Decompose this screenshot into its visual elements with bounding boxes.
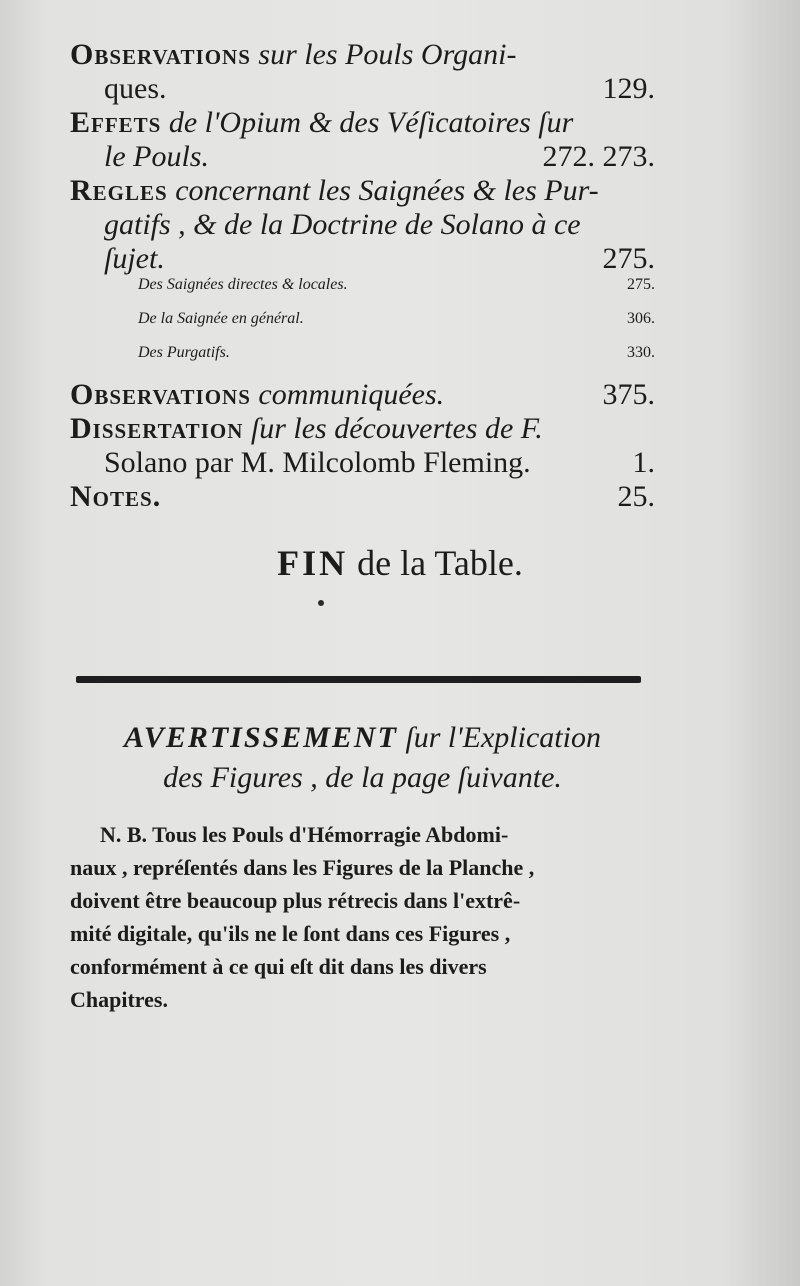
- fin-word: FIN: [277, 543, 349, 583]
- toc-entry-continuation: le Pouls.: [104, 140, 209, 173]
- toc-subentry: [70, 276, 655, 310]
- avertissement-heading: [70, 718, 655, 798]
- toc-entry-text: concernant les Saignées & les Pur-: [167, 174, 599, 207]
- toc-subentry-text: Des Saignées directes & locales.: [138, 276, 348, 293]
- toc-entry-lead: Regles: [70, 174, 168, 207]
- toc-entry-text: communiquées.: [250, 378, 445, 411]
- toc-subentry-text: De la Saignée en général.: [138, 310, 304, 327]
- note-line: Chapitres.: [70, 987, 168, 1012]
- toc-subentry-text: Des Purgatifs.: [138, 344, 230, 361]
- toc-entry: [70, 480, 655, 514]
- toc-entry-continuation: gatifs , & de la Doctrine de Solano à ce: [104, 208, 581, 241]
- note-line: mité digitale, qu'ils ne le ſont dans ces Figures ,: [70, 921, 511, 946]
- toc-entry: [70, 378, 655, 412]
- note-line: conformément à ce qui eſt dit dans les divers: [70, 954, 487, 979]
- note-line: doivent être beaucoup plus rétrecis dans l'extrê-: [70, 888, 521, 913]
- note-line: N. B. Tous les Pouls d'Hémorragie Abdomi-: [100, 822, 509, 847]
- ornament-dot: [318, 600, 324, 606]
- toc-page-number: 129.: [602, 72, 655, 105]
- nota-bene-paragraph: [70, 818, 655, 1016]
- toc-entry-text: sur les Pouls Organi-: [250, 38, 517, 71]
- toc-entry-continuation: ſujet.: [104, 242, 165, 275]
- toc-subentry: [70, 344, 655, 378]
- avertissement-subtitle: des Figures , de la page ſuivante.: [163, 761, 562, 794]
- toc-entry-lead: Notes.: [70, 480, 162, 513]
- end-of-table-heading: [0, 542, 800, 584]
- toc-page-number: 272. 273.: [542, 140, 655, 173]
- toc-page-number: 275.: [602, 242, 655, 275]
- toc-entry: [70, 38, 655, 106]
- note-line: naux , repréſentés dans les Figures de la Planche ,: [70, 855, 535, 880]
- toc-entry-lead: Observations: [70, 378, 251, 411]
- toc-entry: [70, 412, 655, 480]
- toc-entry-continuation: Solano par M. Milcolomb Fleming.: [104, 446, 531, 479]
- table-of-contents: [70, 38, 655, 514]
- avertissement-title-bold: AVERTISSEMENT: [124, 721, 398, 754]
- toc-entry-lead: Effets: [70, 106, 162, 139]
- toc-entry-text: de l'Opium & des Véſicatoires ſur: [161, 106, 574, 139]
- toc-page-number: 330.: [627, 344, 655, 361]
- toc-entry-text: ſur les découvertes de F.: [243, 412, 543, 445]
- toc-entry-lead: Observations: [70, 38, 251, 71]
- toc-page-number: 275.: [627, 276, 655, 293]
- toc-page-number: 375.: [602, 378, 655, 411]
- toc-entry: [70, 106, 655, 174]
- toc-entry-continuation: ques.: [104, 72, 167, 105]
- toc-page-number: 306.: [627, 310, 655, 327]
- toc-page-number: 1.: [632, 446, 655, 479]
- toc-page-number: 25.: [617, 480, 655, 513]
- toc-entry: [70, 174, 655, 276]
- fin-rest: de la Table.: [348, 543, 523, 583]
- toc-entry-lead: Dissertation: [70, 412, 244, 445]
- avertissement-title-rest: ſur l'Explication: [397, 721, 601, 754]
- toc-subentry: [70, 310, 655, 344]
- section-divider: [76, 676, 641, 683]
